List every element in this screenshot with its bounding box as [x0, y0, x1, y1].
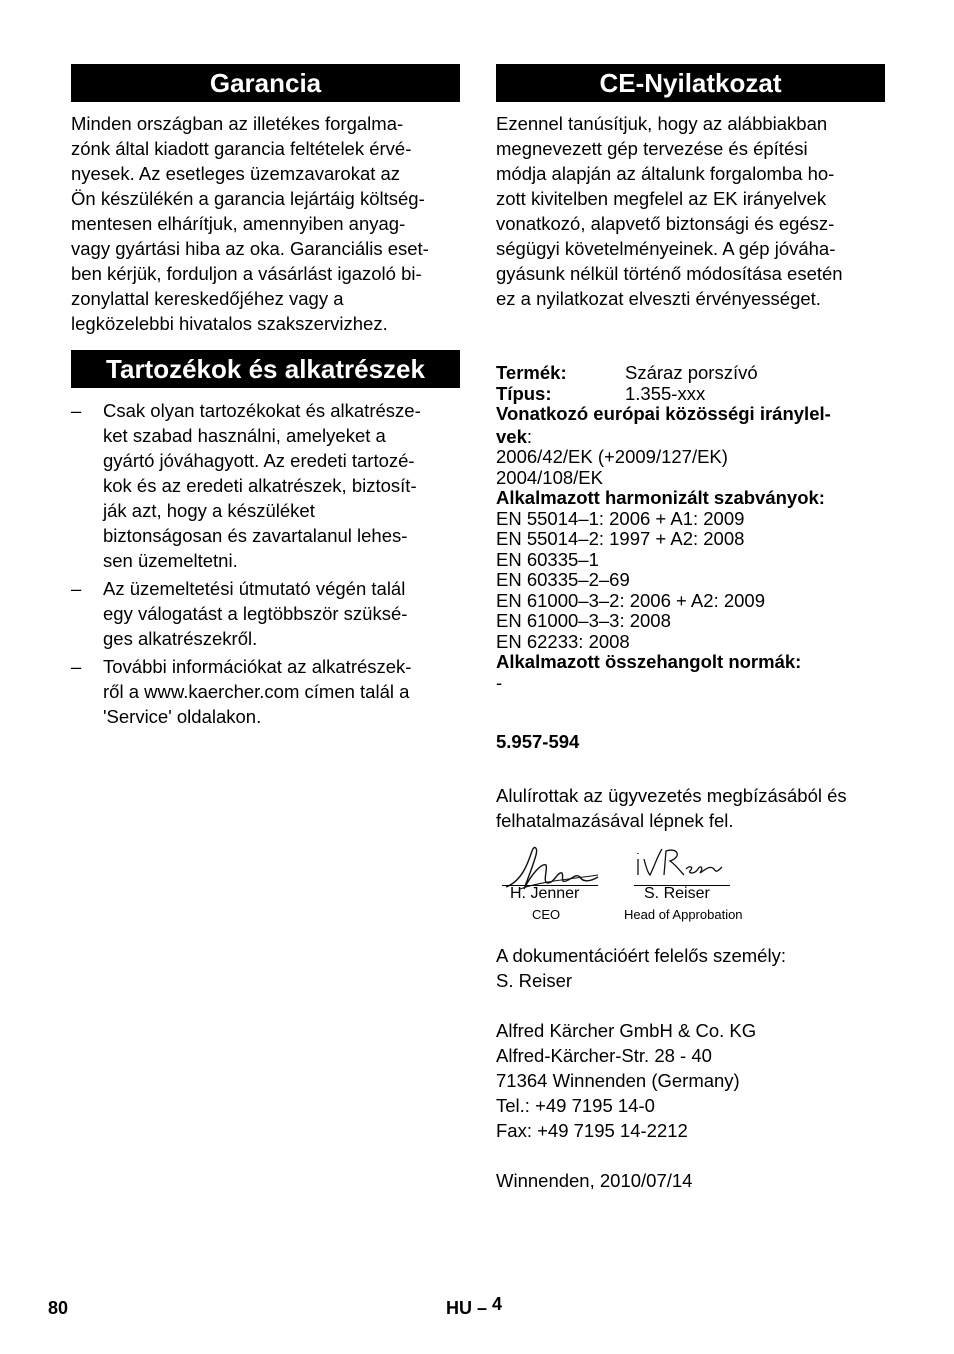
- text-line: vagy gyártási hiba az oka. Garanciális eset-: [71, 238, 429, 259]
- text-line: vonatkozó, alapvető biztonsági és egész-: [496, 213, 835, 234]
- text-line: egy válogatást a legtöbbször szüksé-: [103, 603, 408, 624]
- iranyelv-colon: :: [526, 425, 533, 447]
- text-line: ről a www.kaercher.com címen talál a: [103, 681, 410, 702]
- list-item: [71, 398, 460, 573]
- text-line: felhatalmazásával lépnek fel.: [496, 810, 734, 831]
- iranyelv-item: 2006/42/EK (+2009/127/EK): [496, 446, 728, 467]
- text-line: ségügyi követelményeinek. A gép jóváha-: [496, 238, 836, 259]
- iranyelv-label-cont: [496, 427, 885, 448]
- tipus-label: Típus:: [496, 382, 552, 404]
- text-line: ges alkatrészekről.: [103, 628, 258, 649]
- szabvany-item: EN 55014–2: 1997 + A2: 2008: [496, 528, 745, 549]
- tartozekok-list: [71, 398, 460, 729]
- text-line: kok és az eredeti alkatrészek, biztosít-: [103, 475, 417, 496]
- text-line: gyásunk nélkül történő módosítása esetén: [496, 263, 843, 284]
- szabvany-item: EN 61000–3–2: 2006 + A2: 2009: [496, 589, 765, 611]
- normak-label: Alkalmazott összehangolt normák:: [496, 651, 802, 672]
- szabvany-label: Alkalmazott harmonizált szabványok:: [496, 487, 825, 508]
- text-line: 71364 Winnenden (Germany): [496, 1070, 740, 1091]
- garancia-text: [71, 111, 460, 336]
- product-spec: [496, 363, 885, 693]
- list-item: [71, 654, 460, 729]
- footer-page-label: [446, 1294, 503, 1319]
- right-column: [496, 64, 885, 1193]
- termek-value: Száraz porszívó: [625, 362, 758, 383]
- szabvany-item: EN 60335–1: [496, 548, 599, 570]
- text-line: Ezennel tanúsítjuk, hogy az alábbiakban: [496, 113, 828, 134]
- address-block: [496, 1018, 885, 1143]
- spec-row-termek: [496, 363, 885, 384]
- documentation-text: [496, 943, 885, 993]
- termek-label: Termék:: [496, 362, 567, 383]
- text-line: Alfred-Kärcher-Str. 28 - 40: [496, 1045, 712, 1066]
- text-line: 'Service' oldalakon.: [103, 706, 262, 727]
- signature-reiser-icon: [634, 845, 730, 885]
- text-line: Fax: +49 7195 14-2212: [496, 1120, 688, 1141]
- text-line: ben kérjük, forduljon a vásárlást igazoló bi-: [71, 263, 422, 284]
- iranyelv-label-2: vek: [496, 425, 527, 447]
- left-column: [71, 64, 460, 732]
- spec-row-tipus: [496, 384, 885, 405]
- page-number: 80: [48, 1298, 69, 1318]
- footer-dash: –: [477, 1298, 488, 1318]
- szabvany-item: EN 55014–1: 2006 + A1: 2009: [496, 507, 745, 529]
- iranyelv-label: Vonatkozó európai közösségi iránylel-: [496, 403, 831, 424]
- text-line: – Az üzemeltetési útmutató végén talál: [103, 578, 406, 599]
- ce-text: [496, 111, 885, 311]
- text-line: nyesek. Az esetleges üzemzavarokat az: [71, 163, 401, 184]
- text-line: gyártó jóváhagyott. Az eredeti tartozé-: [103, 450, 415, 471]
- text-line: zott kivitelben megfelel az EK irányelvek: [496, 188, 827, 209]
- signer-name: H. Jenner: [510, 885, 580, 902]
- text-line: biztonságosan és zavartalanul lehes-: [103, 525, 408, 546]
- tartozekok-heading: Tartozékok és alkatrészek: [71, 350, 460, 388]
- signature-block: [496, 839, 885, 935]
- text-line: Tel.: +49 7195 14-0: [496, 1095, 655, 1116]
- normak-value: -: [496, 671, 503, 693]
- list-item: [71, 576, 460, 651]
- part-number: 5.957-594: [496, 731, 580, 752]
- signer-name: S. Reiser: [644, 885, 710, 902]
- text-line: – További információkat az alkatrészek-: [103, 656, 412, 677]
- text-line: ez a nyilatkozat elveszti érvényességet.: [496, 288, 821, 309]
- signer-role: Head of Approbation: [624, 907, 743, 922]
- szabvany-item: EN 60335–2–69: [496, 569, 630, 590]
- footer-sub-page: 4: [492, 1294, 503, 1314]
- authority-text: [496, 783, 885, 833]
- text-line: sen üzemeltetni.: [103, 550, 238, 571]
- text-line: S. Reiser: [496, 970, 573, 991]
- text-line: mentesen elhárítjuk, amennyiben anyag-: [71, 213, 406, 234]
- text-line: Ön készülékén a garancia lejártáig költség-: [71, 188, 425, 209]
- text-line: ket szabad használni, amelyeket a: [103, 425, 386, 446]
- footer-lang: HU: [446, 1298, 472, 1318]
- text-line: – Csak olyan tartozékokat és alkatrésze-: [103, 400, 421, 421]
- text-line: zónk által kiadott garancia feltételek érvé-: [71, 138, 412, 159]
- text-line: Minden országban az illetékes forgalma-: [71, 113, 404, 134]
- place-date: Winnenden, 2010/07/14: [496, 1170, 693, 1191]
- szabvany-item: EN 62233: 2008: [496, 630, 630, 652]
- iranyelv-item: 2004/108/EK: [496, 466, 603, 488]
- text-line: A dokumentációért felelős személy:: [496, 945, 786, 966]
- text-line: módja alapján az általunk forgalomba ho-: [496, 163, 835, 184]
- signer-role: CEO: [532, 907, 561, 922]
- garancia-heading: Garancia: [71, 64, 460, 102]
- text-line: legközelebbi hivatalos szakszervizhez.: [71, 313, 388, 334]
- ce-heading: CE-Nyilatkozat: [496, 64, 885, 102]
- text-line: zonylattal kereskedőjéhez vagy a: [71, 288, 344, 309]
- szabvany-item: EN 61000–3–3: 2008: [496, 610, 671, 631]
- tipus-value: 1.355-xxx: [625, 382, 706, 404]
- text-line: Alfred Kärcher GmbH & Co. KG: [496, 1020, 757, 1041]
- text-line: Alulírottak az ügyvezetés megbízásából és: [496, 785, 847, 806]
- text-line: ják azt, hogy a készüléket: [103, 500, 315, 521]
- text-line: megnevezett gép tervezése és építési: [496, 138, 808, 159]
